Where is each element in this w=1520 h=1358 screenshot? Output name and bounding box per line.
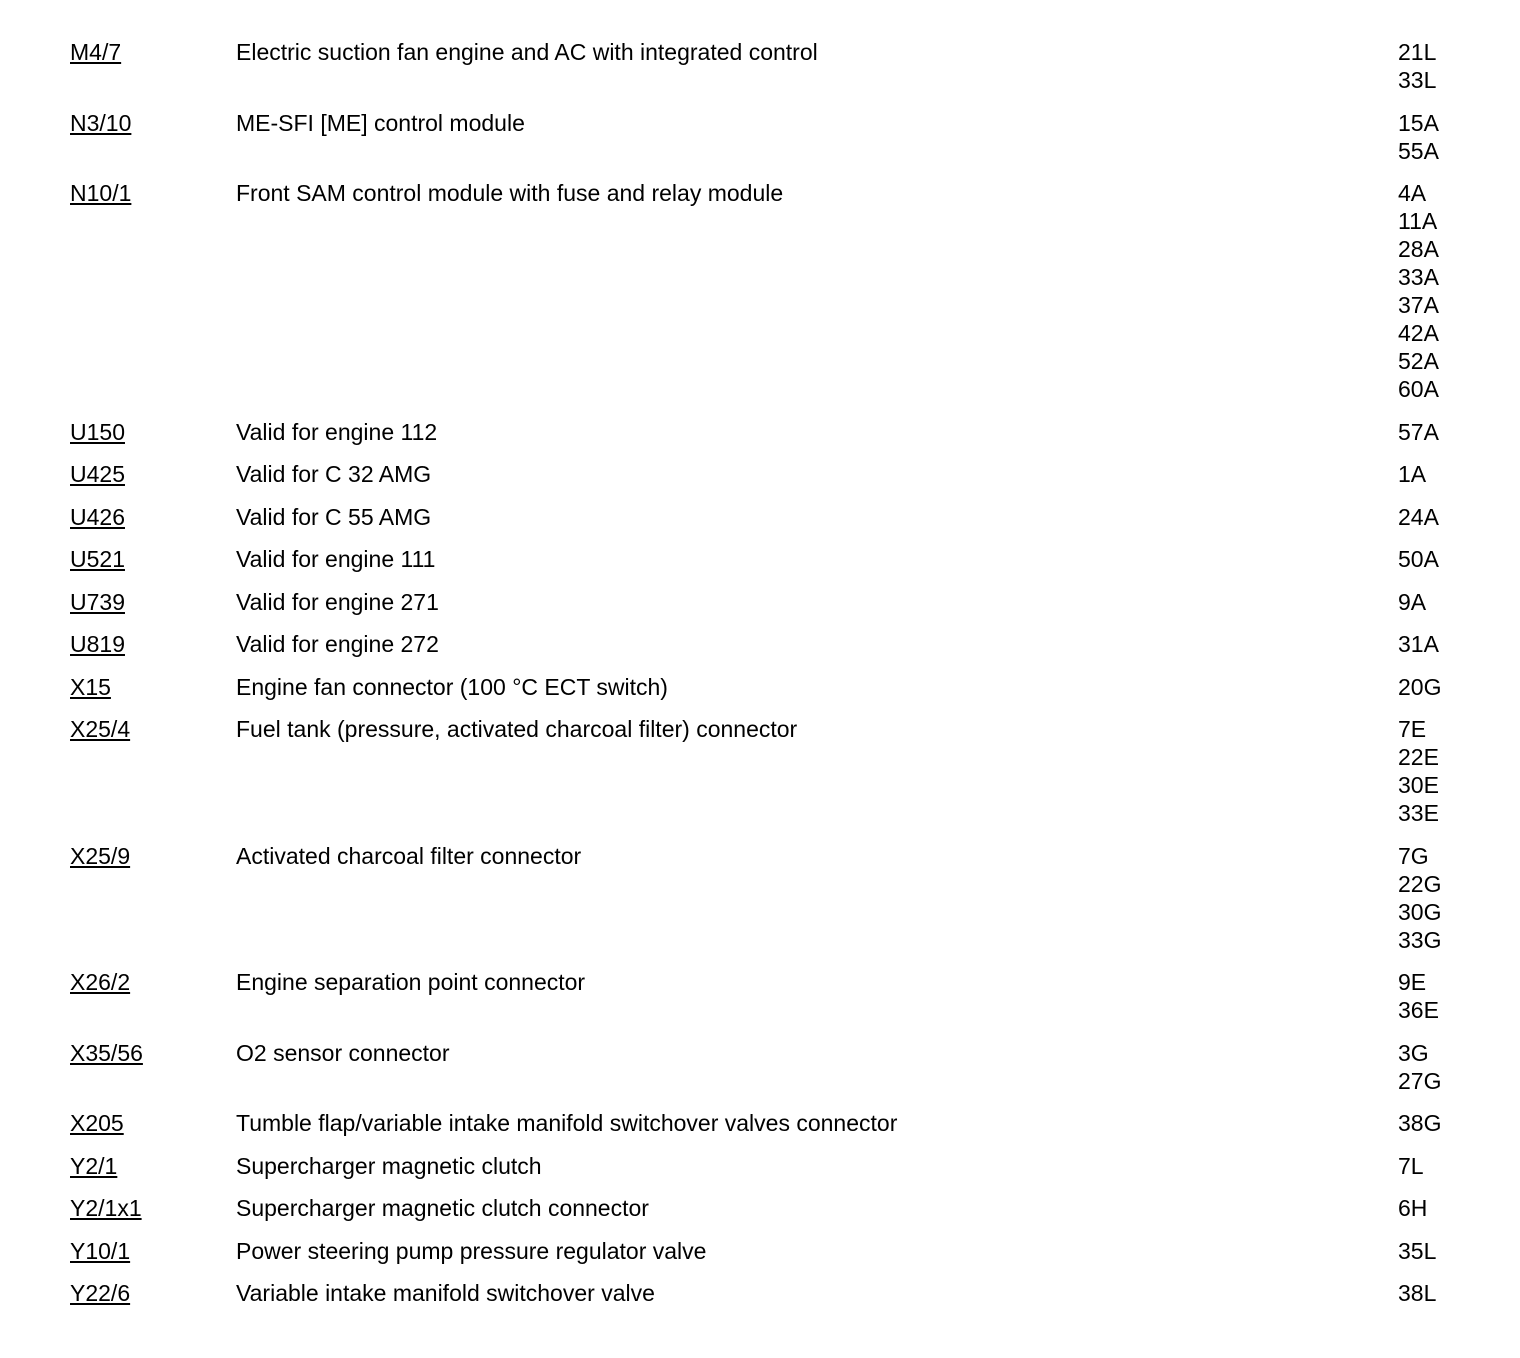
grid-coordinates (1398, 109, 1439, 165)
grid-coordinates (1398, 38, 1436, 94)
grid-coordinates (1398, 1039, 1441, 1095)
legend-row (70, 715, 1490, 842)
component-code-link[interactable]: X35/56 (70, 1039, 143, 1066)
component-code-link[interactable]: U819 (70, 631, 125, 657)
component-code-link[interactable]: M4/7 (70, 39, 122, 65)
component-description: O2 sensor connector (236, 1039, 450, 1066)
grid-coordinate: 11A (1398, 208, 1438, 234)
component-legend-list (70, 38, 1490, 1322)
legend-row (70, 109, 1490, 180)
component-description: Supercharger magnetic clutch connector (236, 1195, 649, 1221)
component-description: Tumble flap/variable intake manifold switchover valves connector (236, 1110, 898, 1136)
legend-row (70, 1109, 1490, 1152)
grid-coordinate: 33G (1398, 926, 1442, 953)
grid-coordinate: 33A (1398, 264, 1439, 290)
grid-coordinates (1398, 545, 1439, 573)
grid-coordinates (1398, 630, 1439, 658)
legend-row (70, 503, 1490, 546)
grid-coordinates (1398, 1279, 1436, 1307)
component-description: Engine separation point connector (236, 969, 586, 995)
component-code-link[interactable]: X205 (70, 1110, 124, 1136)
grid-coordinates (1398, 179, 1439, 403)
component-code-link[interactable]: N10/1 (70, 180, 132, 206)
legend-row (70, 1279, 1490, 1322)
legend-row (70, 588, 1490, 631)
component-code-link[interactable]: U150 (70, 418, 125, 445)
grid-coordinate: 22E (1398, 744, 1439, 770)
legend-row (70, 418, 1490, 461)
grid-coordinate: 33L (1398, 67, 1437, 93)
legend-row (70, 38, 1490, 109)
component-description: ME-SFI [ME] control module (236, 109, 525, 136)
legend-row (70, 968, 1490, 1039)
grid-coordinate: 30E (1398, 772, 1439, 798)
grid-coordinates (1398, 1109, 1441, 1137)
grid-coordinate: 24A (1398, 503, 1439, 530)
grid-coordinate: 33E (1398, 800, 1439, 826)
legend-row (70, 1194, 1490, 1237)
grid-coordinate: 42A (1398, 320, 1439, 346)
grid-coordinate: 22G (1398, 870, 1442, 897)
legend-row (70, 545, 1490, 588)
grid-coordinate: 4A (1398, 180, 1427, 206)
grid-coordinate: 57A (1398, 418, 1439, 445)
grid-coordinate: 9E (1398, 969, 1427, 995)
component-code-link[interactable]: U426 (70, 503, 125, 530)
legend-row (70, 673, 1490, 716)
component-description: Valid for engine 271 (236, 588, 439, 615)
grid-coordinates (1398, 842, 1441, 954)
grid-coordinates (1398, 588, 1426, 616)
legend-row (70, 842, 1490, 969)
component-description: Electric suction fan engine and AC with integrated control (236, 39, 818, 65)
grid-coordinates (1398, 1237, 1436, 1265)
component-code-link[interactable]: X25/4 (70, 716, 131, 742)
grid-coordinate: 28A (1398, 236, 1439, 262)
grid-coordinate: 6H (1398, 1195, 1428, 1221)
grid-coordinate: 7G (1398, 842, 1429, 869)
component-code-link[interactable]: Y10/1 (70, 1237, 131, 1264)
grid-coordinate: 60A (1398, 376, 1439, 402)
grid-coordinate: 37A (1398, 292, 1439, 318)
grid-coordinate: 21L (1398, 39, 1437, 65)
grid-coordinate: 50A (1398, 546, 1439, 572)
grid-coordinate: 30G (1398, 898, 1442, 925)
grid-coordinate: 1A (1398, 461, 1427, 487)
grid-coordinates (1398, 418, 1439, 446)
legend-row (70, 1152, 1490, 1195)
component-description: Variable intake manifold switchover valve (236, 1280, 655, 1306)
grid-coordinate: 7E (1398, 716, 1427, 742)
component-description: Supercharger magnetic clutch (236, 1152, 542, 1179)
grid-coordinates (1398, 460, 1426, 488)
component-description: Engine fan connector (100 °C ECT switch) (236, 673, 668, 700)
grid-coordinates (1398, 1194, 1427, 1222)
grid-coordinates (1398, 968, 1439, 1024)
grid-coordinate: 15A (1398, 109, 1439, 136)
grid-coordinates (1398, 673, 1441, 701)
grid-coordinate: 9A (1398, 588, 1427, 615)
legend-row (70, 1039, 1490, 1110)
grid-coordinate: 31A (1398, 631, 1439, 657)
component-code-link[interactable]: U425 (70, 461, 125, 487)
component-description: Front SAM control module with fuse and relay module (236, 180, 784, 206)
grid-coordinates (1398, 503, 1439, 531)
grid-coordinate: 35L (1398, 1237, 1437, 1264)
legend-row (70, 1237, 1490, 1280)
grid-coordinate: 38G (1398, 1110, 1442, 1136)
grid-coordinate: 36E (1398, 997, 1439, 1023)
component-code-link[interactable]: X26/2 (70, 969, 131, 995)
component-code-link[interactable]: X25/9 (70, 842, 131, 869)
component-description: Valid for engine 272 (236, 631, 439, 657)
legend-row (70, 179, 1490, 418)
legend-row (70, 630, 1490, 673)
grid-coordinate: 52A (1398, 348, 1439, 374)
grid-coordinate: 3G (1398, 1039, 1429, 1066)
legend-row (70, 460, 1490, 503)
grid-coordinate: 55A (1398, 137, 1439, 164)
component-code-link[interactable]: Y2/1 (70, 1152, 118, 1179)
component-description: Valid for engine 112 (236, 418, 438, 445)
component-code-link[interactable]: Y22/6 (70, 1280, 131, 1306)
grid-coordinates (1398, 1152, 1424, 1180)
grid-coordinate: 7L (1398, 1152, 1424, 1179)
component-description: Valid for C 32 AMG (236, 461, 432, 487)
component-description: Power steering pump pressure regulator valve (236, 1237, 707, 1264)
component-description: Fuel tank (pressure, activated charcoal filter) connector (236, 716, 798, 742)
component-description: Valid for C 55 AMG (236, 503, 432, 530)
component-code-link[interactable]: U739 (70, 588, 125, 615)
component-description: Valid for engine 111 (236, 546, 436, 572)
grid-coordinate: 20G (1398, 673, 1442, 700)
component-code-link[interactable]: X15 (70, 673, 111, 700)
grid-coordinate: 27G (1398, 1067, 1442, 1094)
component-code-link[interactable]: Y2/1x1 (70, 1195, 142, 1221)
grid-coordinate: 38L (1398, 1280, 1437, 1306)
component-description: Activated charcoal filter connector (236, 842, 582, 869)
component-code-link[interactable]: U521 (70, 546, 125, 572)
component-code-link[interactable]: N3/10 (70, 109, 132, 136)
grid-coordinates (1398, 715, 1439, 827)
